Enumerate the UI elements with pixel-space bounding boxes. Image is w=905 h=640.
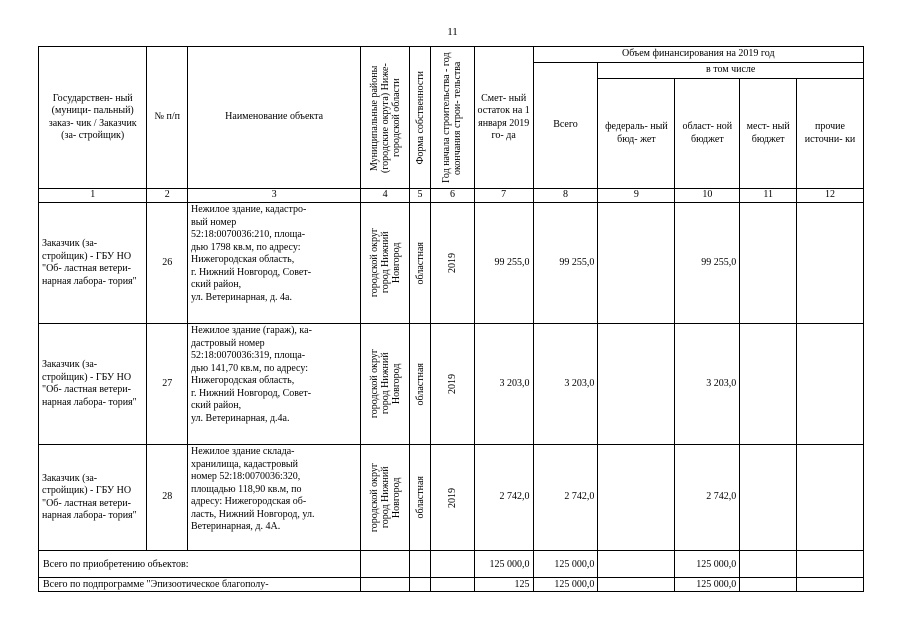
- local-cell: [740, 324, 797, 445]
- table-row: [39, 445, 864, 551]
- header-including: в том числе: [598, 63, 864, 79]
- district-cell: [361, 445, 410, 551]
- district-line: город Нижний: [379, 353, 391, 415]
- other-cell: [797, 324, 864, 445]
- ownership-cell: [409, 445, 430, 551]
- row-num: 28: [147, 445, 188, 551]
- object-line: вый номер: [190, 216, 237, 228]
- district-line: город Нижний: [379, 466, 391, 529]
- object-line: Нижегородская область,: [190, 375, 295, 386]
- col-number: 9: [598, 189, 675, 203]
- empty-cell: [740, 551, 797, 578]
- empty-cell: [740, 578, 797, 592]
- object-line: Нежилое здание (гараж), ка-: [190, 325, 312, 336]
- total-cell: 2 742,0: [533, 445, 598, 551]
- header-balance: Смет- ный остаток на 1 января 2019 го- да: [474, 47, 533, 189]
- federal-cell: [598, 324, 675, 445]
- object-line: дастровый номер: [190, 337, 265, 349]
- object-line: Ветеринарная, д. 4А.: [190, 521, 281, 532]
- object-line: Нежилое здание склада-: [190, 446, 295, 457]
- district-line: Новгород: [390, 242, 402, 284]
- col-number: 12: [797, 189, 864, 203]
- district-line: Новгород: [390, 477, 402, 518]
- ownership-text: областная: [414, 476, 426, 519]
- other-cell: [797, 203, 864, 324]
- year-cell: [431, 203, 475, 324]
- object-line: хранилища, кадастровый: [190, 458, 298, 470]
- header-federal: федераль- ный бюд- жет: [598, 79, 675, 189]
- empty-cell: [361, 551, 410, 578]
- total-row: [39, 551, 864, 578]
- header-customer: Государствен- ный (муници- пальный) заказ- чик / Заказчик (за- стройщик): [39, 47, 147, 189]
- col-number: 2: [147, 189, 188, 203]
- district-cell: [361, 203, 410, 324]
- total-cell: 3 203,0: [533, 324, 598, 445]
- empty-cell: [797, 551, 864, 578]
- total-label: Всего по приобретению объектов:: [39, 551, 361, 578]
- year-text: 2019: [446, 487, 458, 508]
- header-num: № п/п: [147, 47, 188, 189]
- object-line: ласть, Нижний Новгород, ул.: [190, 508, 315, 520]
- other-cell: [797, 445, 864, 551]
- row-num: 27: [147, 324, 188, 445]
- total-cell: 99 255,0: [533, 203, 598, 324]
- district-text: [369, 349, 402, 418]
- total-balance: [474, 551, 533, 578]
- district-line: город Нижний: [379, 232, 391, 294]
- object-line: 52:18:0070036:210, площа-: [190, 229, 306, 240]
- total-regional: 125 000,0: [675, 551, 740, 578]
- district-line: городской округ: [368, 349, 380, 419]
- header-financing: Объем финансирования на 2019 год: [533, 47, 863, 63]
- object-line: ский район,: [190, 400, 242, 411]
- header-total: Всего: [533, 63, 598, 189]
- object-line: номер 52:18:0070036:320,: [190, 471, 301, 482]
- col-number: 11: [740, 189, 797, 203]
- year-cell: [431, 324, 475, 445]
- regional-cell: 99 255,0: [675, 203, 740, 324]
- object-cell: [187, 445, 360, 551]
- empty-cell: [431, 578, 475, 592]
- district-cell: [361, 324, 410, 445]
- district-text: [369, 463, 402, 532]
- object-cell: [187, 324, 360, 445]
- header-other: прочие источни- ки: [797, 79, 864, 189]
- regional-cell: 3 203,0: [675, 324, 740, 445]
- balance-cell: 99 255,0: [474, 203, 533, 324]
- local-cell: [740, 203, 797, 324]
- customer-cell: Заказчик (за- стройщик) - ГБУ НО "Об- ластная ветери- нарная лабора- тория": [39, 203, 147, 324]
- ownership-cell: [409, 203, 430, 324]
- col-number: 7: [474, 189, 533, 203]
- ownership-text: областная: [414, 362, 426, 406]
- table-row: [39, 203, 864, 324]
- col-number: 10: [675, 189, 740, 203]
- table-row: [39, 324, 864, 445]
- year-cell: [431, 445, 475, 551]
- total-sum: 125 000,0: [533, 551, 598, 578]
- col-number: 3: [187, 189, 360, 203]
- empty-cell: [598, 578, 675, 592]
- header-local: мест- ный бюджет: [740, 79, 797, 189]
- year-text: 2019: [446, 374, 458, 394]
- district-line: городской округ: [368, 462, 380, 533]
- federal-cell: [598, 203, 675, 324]
- object-line: г. Нижний Новгород, Совет-: [190, 387, 312, 399]
- page-number: 11: [447, 26, 458, 38]
- column-number-row: [39, 189, 864, 203]
- col-number: 8: [533, 189, 598, 203]
- object-line: ский район,: [190, 279, 242, 290]
- col-number: 6: [431, 189, 475, 203]
- col-number: 5: [409, 189, 430, 203]
- balance-cell: 2 742,0: [474, 445, 533, 551]
- customer-cell: Заказчик (за- стройщик) - ГБУ НО "Об- ластная ветери- нарная лабора- тория": [39, 445, 147, 551]
- regional-cell: 2 742,0: [675, 445, 740, 551]
- row-num: 26: [147, 203, 188, 324]
- object-line: ул. Ветеринарная, д. 4а.: [190, 291, 292, 303]
- empty-cell: [431, 551, 475, 578]
- header-ownership: [409, 47, 430, 189]
- empty-cell: [409, 578, 430, 592]
- ownership-cell: [409, 324, 430, 445]
- col-number: 4: [361, 189, 410, 203]
- subprogram-balance: 125: [474, 578, 533, 592]
- financing-table: [38, 46, 864, 592]
- federal-cell: [598, 445, 675, 551]
- ownership-text: областная: [414, 241, 426, 285]
- col-number: 1: [39, 189, 147, 203]
- header-ownership-text: Форма собственности: [414, 70, 426, 165]
- header-districts-text: Муниципальные районы (городские округа) Ниже- городской области: [368, 62, 402, 173]
- header-years: [431, 47, 475, 189]
- object-line: дью 141,70 кв.м, по адресу:: [190, 362, 309, 374]
- object-line: 52:18:0070036:319, площа-: [190, 350, 306, 361]
- object-line: адресу: Нижегородская об-: [190, 496, 307, 507]
- district-text: [369, 228, 402, 297]
- object-line: дью 1798 кв.м, по адресу:: [190, 241, 301, 253]
- header-years-text: Год начала строительства - год окончания строи- тельства: [441, 52, 464, 183]
- local-cell: [740, 445, 797, 551]
- empty-cell: [361, 578, 410, 592]
- balance-cell: 3 203,0: [474, 324, 533, 445]
- customer-cell: Заказчик (за- стройщик) - ГБУ НО "Об- ластная ветери- нарная лабора- тория": [39, 324, 147, 445]
- header-regional: област- ной бюджет: [675, 79, 740, 189]
- header-districts: [361, 47, 410, 189]
- object-line: Нежилое здание, кадастро-: [190, 204, 307, 215]
- header-object: Наименование объекта: [187, 47, 360, 189]
- year-text: 2019: [446, 253, 458, 273]
- district-line: городской округ: [368, 228, 380, 298]
- subprogram-total: 125 000,0: [533, 578, 598, 592]
- empty-cell: [797, 578, 864, 592]
- object-cell: [187, 203, 360, 324]
- total-row: [39, 578, 864, 592]
- object-line: ул. Ветеринарная, д.4а.: [190, 412, 290, 424]
- object-line: Нижегородская область,: [190, 254, 295, 265]
- subprogram-regional: 125 000,0: [675, 578, 740, 592]
- district-line: Новгород: [390, 363, 402, 405]
- total-balance-text: 125 000,0: [489, 558, 530, 570]
- object-line: г. Нижний Новгород, Совет-: [190, 266, 312, 278]
- empty-cell: [598, 551, 675, 578]
- empty-cell: [409, 551, 430, 578]
- object-line: площадью 118,90 кв.м, по: [190, 483, 302, 495]
- subprogram-total-label: Всего по подпрограмме "Эпизоотическое благополу-: [39, 578, 361, 592]
